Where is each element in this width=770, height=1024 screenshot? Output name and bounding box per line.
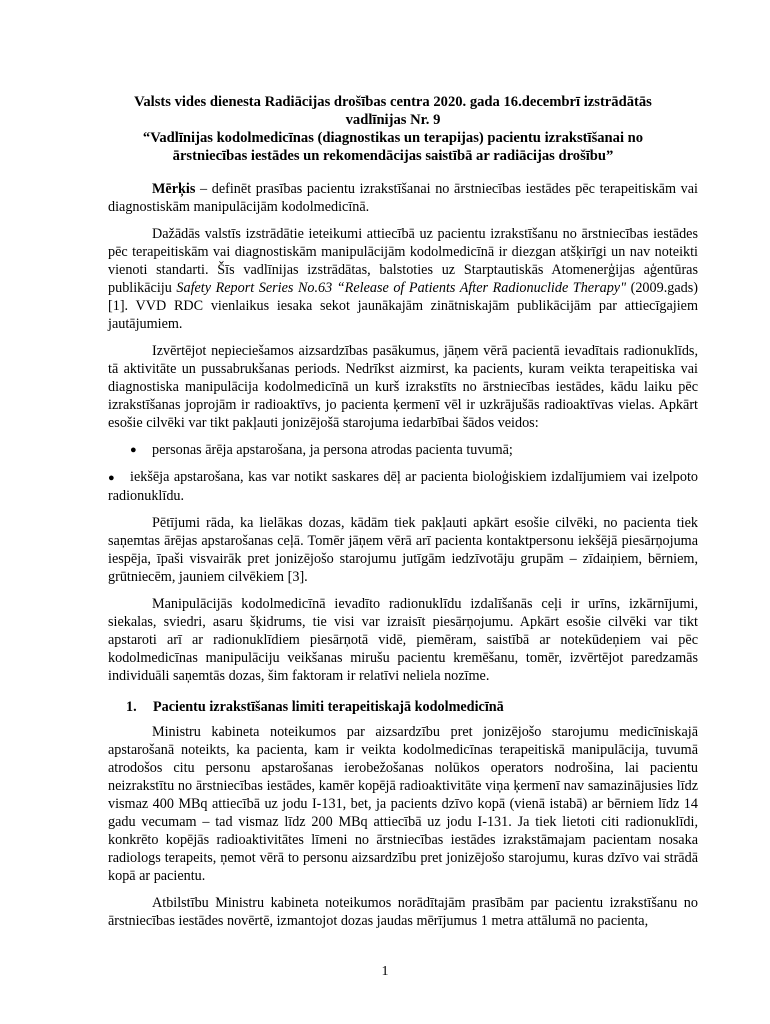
paragraph-limits: Ministru kabineta noteikumos par aizsardzību pret jonizējošo starojumu medicīniskajā apstarošanā noteikts, ka pacienta, kam ir veikta kodolmedicīnas terapeitiskā manipulācija, tuvumā atrodošos citu personu apstarošanas ierobežošanas nolūkos operators nodrošina, lai pacientu neizrakstītu no ārstniecības iestādes, kamēr kopējā radioaktivitāte viņa ķermenī nav samazinājusies līdz vismaz 400 MBq attiecībā uz jodu I-131, bet, ja pacients dzīvo kopā (vienā istabā) ar bērniem līdz 14 gadu vecumam – tad vismaz līdz 200 MBq attiecībā uz jodu I-131. Ja tiek lietoti citi radionuklīdi, konkrēto kopējās radioaktivitātes līmeni no ārstniecības iestādes izrakstāmajam pacientam nosaka radiologs terapeits, ņemot vērā to personu aizsardzību pret jonizējošo starojumu, kuras dzīvo vai strādā kopā ar pacientu.: [108, 724, 698, 884]
bullet-text: personas ārēja apstarošana, ja persona atrodas pacienta tuvumā;: [152, 442, 513, 458]
paragraph-excretion: Manipulācijās kodolmedicīnā ievadīto radionuklīdu izdalīšanās ceļi ir urīns, izkārnījumi, siekalas, sviedri, asaru šķidrums, tie visi var izraisīt piesārņojumu. Apkārt esošie cilvēki var tikt apstaroti arī ar radionuklīdiem piesārņotā vidē, piemēram, saistībā ar notekūdeņiem vai pēc kodolmedicīnas manipulāciju veikšanas mirušu pacientu kremēšanu, tomēr, izvērtējot paredzamās individuāli saņemtās dozas, šim faktoram ir relatīvi neliela nozīme.: [108, 596, 698, 684]
paragraph-standards: [108, 225, 698, 333]
purpose-text: – definēt prasības pacientu izrakstīšanai no ārstniecības iestādes pēc terapeitiskām vai diagnostiskām manipulācijām kodolmedicīnā.: [108, 181, 698, 215]
bullet-text-wrap: [108, 468, 698, 505]
document-body: [108, 180, 698, 939]
paragraph-compliance: Atbilstību Ministru kabineta noteikumos norādītajām prasībām par pacientu izrakstīšanu no ārstniecības iestādes novērtē, izmantojot dozas jaudas mērījumus 1 metra attālumā no pacienta,: [108, 895, 698, 929]
page-number: 1: [381, 964, 389, 979]
title-line-3: “Vadlīnijas kodolmedicīnas (diagnostikas un terapijas) pacientu izrakstīšanai no: [142, 130, 644, 146]
document-title: [108, 93, 678, 165]
publication-title: Safety Report Series No.63 “Release of Patients After Radionuclide Therapy": [176, 280, 627, 296]
section-title: Pacientu izrakstīšanas limiti terapeitiskajā kodolmedicīnā: [153, 699, 504, 715]
paragraph-standards-text-2: (2009.gads) [1]. VVD RDC vienlaikus iesaka sekot jaunākajām zinātniskajām publikācijām par attiecīgajiem jautājumiem.: [108, 280, 698, 332]
paragraph-standards-text-1: Dažādās valstīs izstrādātie ieteikumi attiecībā uz pacientu izrakstīšanu no ārstniecības iestādes pēc terapeitiskām vai diagnostiskām manipulācijām kodolmedicīnā ir diezgan atšķirīgi un nav noteikti vienoti standarti. Šīs vadlīnijas izstrādātas, balstoties uz Starptautiskās Atomenerģijas aģentūras publikāciju: [108, 226, 698, 296]
bullet-item-internal: [108, 468, 698, 505]
section-number: 1.: [126, 699, 137, 715]
purpose-paragraph: [108, 180, 698, 216]
bullet-item-external: [108, 441, 698, 459]
title-line-4: ārstniecības iestādes un rekomendācijas saistībā ar radiācijas drošību”: [172, 148, 614, 164]
purpose-label: Mērķis: [152, 181, 196, 197]
title-line-1: Valsts vides dienesta Radiācijas drošības centra 2020. gada 16.decembrī izstrādātās: [134, 94, 652, 110]
section-heading: [126, 698, 698, 716]
paragraph-research: Pētījumi rāda, ka lielākas dozas, kādām tiek pakļauti apkārt esošie cilvēki, no pacienta tiek saņemtas ārējas apstarošanas ceļā. Tomēr jāņem vērā arī pacienta kontaktpersonu iekšējā piesārņojuma iespēja, īpaši visvairāk pret jonizējošo starojumu jutīgām iedzīvotāju grupām – zīdaiņiem, bērniem, grūtniecēm, jauniem cilvēkiem [3].: [108, 515, 698, 585]
bullet-icon: ●: [130, 444, 137, 456]
bullet-text: iekšēja apstarošana, kas var notikt saskares dēļ ar pacienta bioloģiskiem izdalījumiem vai izelpoto radionuklīdu.: [108, 469, 698, 504]
bullet-icon: ●: [108, 472, 115, 484]
title-line-2: vadlīnijas Nr. 9: [345, 112, 441, 128]
paragraph-protection: Izvērtējot nepieciešamos aizsardzības pasākumus, jāņem vērā pacientā ievadītais radionuklīds, tā aktivitāte un pussabrukšanas periods. Nedrīkst aizmirst, ka pacients, kuram veikta terapeitiska vai diagnostiska manipulācija kodolmedicīnā un kurš izrakstīts no ārstniecības iestādes, kādu laiku pēc izrakstīšanas joprojām ir radioaktīvs, jo pacienta ķermenī vēl ir uzkrājušās radioaktīvas vielas. Apkārt esošie cilvēki var tikt pakļauti jonizējošā starojuma iedarbībai šādos veidos:: [108, 343, 698, 431]
